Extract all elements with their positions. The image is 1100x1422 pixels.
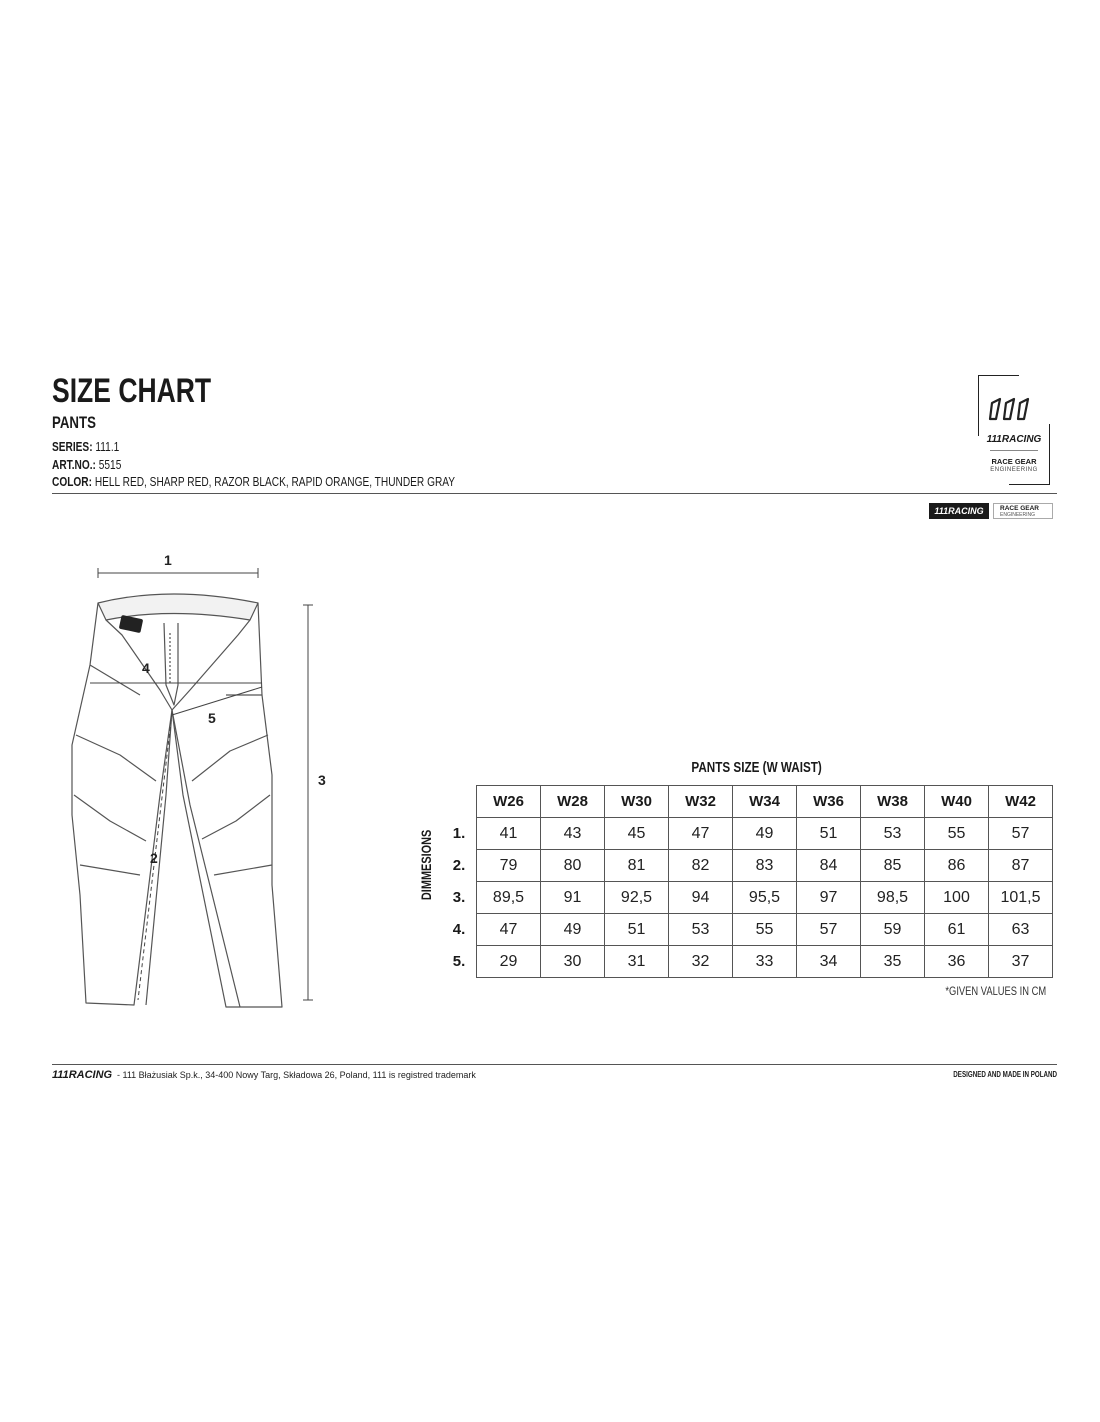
table-cell: 34 <box>797 946 861 978</box>
table-cell: 53 <box>669 914 733 946</box>
table-cell: 35 <box>861 946 925 978</box>
row-label: 1. <box>452 825 466 842</box>
art-label: ART.NO.: <box>52 457 96 472</box>
table-cell: 32 <box>669 946 733 978</box>
col-header: W28 <box>541 786 605 818</box>
col-header: W26 <box>477 786 541 818</box>
units-note: *GIVEN VALUES IN CM <box>945 984 1046 998</box>
row-label: 3. <box>452 889 466 906</box>
table-cell: 95,5 <box>733 882 797 914</box>
dimension-2-label: 2 <box>150 850 158 866</box>
pants-diagram <box>50 545 350 1015</box>
row-label: 4. <box>452 921 466 938</box>
dimension-1-label: 1 <box>164 552 172 568</box>
table-cell: 91 <box>541 882 605 914</box>
table-cell: 49 <box>733 818 797 850</box>
table-cell: 101,5 <box>989 882 1053 914</box>
logo-brand-text: 111RACING <box>986 434 1042 445</box>
table-cell: 97 <box>797 882 861 914</box>
table-cell: 53 <box>861 818 925 850</box>
table-cell: 86 <box>925 850 989 882</box>
table-cell: 81 <box>605 850 669 882</box>
table-cell: 59 <box>861 914 925 946</box>
brand-badge <box>929 503 1053 519</box>
col-header: W42 <box>989 786 1053 818</box>
page-title: SIZE CHART <box>52 372 212 410</box>
footer-divider <box>52 1064 1057 1065</box>
table-cell: 83 <box>733 850 797 882</box>
table-cell: 80 <box>541 850 605 882</box>
table-cell: 49 <box>541 914 605 946</box>
series-line <box>52 439 138 454</box>
table-cell: 29 <box>477 946 541 978</box>
row-label: 2. <box>452 857 466 874</box>
art-value: 5515 <box>98 457 122 472</box>
col-header: W34 <box>733 786 797 818</box>
dimensions-side-label: DIMMESIONS <box>418 829 434 901</box>
table-cell: 41 <box>477 818 541 850</box>
footer-brand: 111RACING <box>52 1069 113 1081</box>
table-cell: 79 <box>477 850 541 882</box>
buckle-icon <box>119 615 143 633</box>
table-cell: 57 <box>797 914 861 946</box>
table-cell: 82 <box>669 850 733 882</box>
table-cell: 98,5 <box>861 882 925 914</box>
footer-made-in: DESIGNED AND MADE IN POLAND <box>953 1070 1057 1079</box>
table-cell: 30 <box>541 946 605 978</box>
col-header: W32 <box>669 786 733 818</box>
logo-race-gear: RACE GEAR <box>991 457 1037 466</box>
series-value: 111.1 <box>95 439 120 454</box>
table-cell: 100 <box>925 882 989 914</box>
table-row <box>442 914 1053 946</box>
table-title: PANTS SIZE (W WAIST) <box>691 759 823 776</box>
color-value: HELL RED, SHARP RED, RAZOR BLACK, RAPID ORANGE, THUNDER GRAY <box>94 474 456 489</box>
table-cell: 55 <box>925 818 989 850</box>
series-label: SERIES: <box>52 439 93 454</box>
col-header: W36 <box>797 786 861 818</box>
table-cell: 57 <box>989 818 1053 850</box>
table-cell: 37 <box>989 946 1053 978</box>
table-cell: 85 <box>861 850 925 882</box>
color-line <box>52 474 569 489</box>
table-cell: 84 <box>797 850 861 882</box>
table-cell: 51 <box>797 818 861 850</box>
col-header: W38 <box>861 786 925 818</box>
table-cell: 87 <box>989 850 1053 882</box>
table-cell: 43 <box>541 818 605 850</box>
table-cell: 94 <box>669 882 733 914</box>
table-cell: 61 <box>925 914 989 946</box>
table-cell: 47 <box>477 914 541 946</box>
dimension-3-label: 3 <box>318 772 326 788</box>
table-cell: 31 <box>605 946 669 978</box>
table-cell: 92,5 <box>605 882 669 914</box>
table-cell: 36 <box>925 946 989 978</box>
table-row <box>442 946 1053 978</box>
badge-tagline <box>993 503 1053 519</box>
logo-engineering: ENGINEERING <box>990 467 1038 473</box>
table-cell: 51 <box>605 914 669 946</box>
row-label: 5. <box>452 953 466 970</box>
table-cell: 47 <box>669 818 733 850</box>
color-label: COLOR: <box>52 474 92 489</box>
header-divider <box>52 493 1057 494</box>
table-header-row <box>442 786 1053 818</box>
footer-address: - 111 Błażusiak Sp.k., 34-400 Nowy Targ, Składowa 26, Poland, 111 is registred trademark <box>117 1070 476 1080</box>
page-subtitle: PANTS <box>52 413 96 432</box>
table-row <box>442 882 1053 914</box>
table-cell: 45 <box>605 818 669 850</box>
col-header: W30 <box>605 786 669 818</box>
table-cell: 63 <box>989 914 1053 946</box>
table-row <box>442 850 1053 882</box>
table-cell: 33 <box>733 946 797 978</box>
table-corner <box>442 786 477 818</box>
badge-brand: 111RACING <box>929 503 989 519</box>
badge-engineering: ENGINEERING <box>1000 512 1036 518</box>
dimension-4-label: 4 <box>142 660 150 676</box>
col-header: W40 <box>925 786 989 818</box>
brand-mark-icon <box>986 389 1042 429</box>
table-row <box>442 818 1053 850</box>
art-line <box>52 457 141 472</box>
table-cell: 89,5 <box>477 882 541 914</box>
logo-rule <box>990 450 1038 451</box>
dimension-5-label: 5 <box>208 710 216 726</box>
table-cell: 55 <box>733 914 797 946</box>
size-table <box>442 785 1053 978</box>
badge-race-gear: RACE GEAR <box>1000 505 1040 512</box>
brand-logo <box>978 375 1050 485</box>
